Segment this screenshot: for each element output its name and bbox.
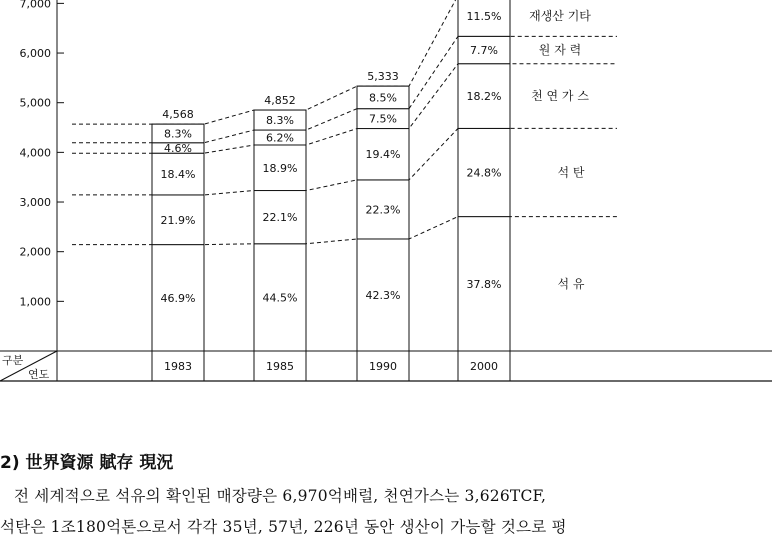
- segment-label: 7.5%: [369, 112, 397, 126]
- x-category-label: 2000: [470, 360, 498, 373]
- y-tick-label: 6,000: [19, 47, 51, 61]
- segment-label: 22.1%: [262, 211, 298, 225]
- body-text-line-1: 전 세계적으로 석유의 확인된 매장량은 6,970억배럴, 천연가스는 3,626TCF,: [14, 487, 547, 505]
- legend-series-label: 석 탄: [557, 165, 585, 180]
- y-tick-label: 4,000: [19, 146, 51, 160]
- table-header-bottom: 연도: [28, 368, 50, 381]
- segment-label: 24.8%: [466, 166, 502, 180]
- x-category-label: 1990: [369, 360, 397, 373]
- segment-label: 18.2%: [466, 90, 502, 104]
- segment-label: 22.3%: [365, 203, 401, 217]
- segment-label: 8.3%: [266, 114, 294, 128]
- segment-label: 4.6%: [164, 141, 192, 155]
- segment-label: 7.7%: [470, 44, 498, 58]
- y-tick-label: 2,000: [19, 245, 51, 259]
- section-heading: 2) 世界資源 賦存 現況: [0, 453, 174, 473]
- y-tick-label: 5,000: [19, 96, 51, 110]
- segment-label: 18.4%: [160, 168, 196, 182]
- legend-series-label: 재생산 기타: [529, 8, 591, 23]
- x-category-label: 1983: [164, 360, 192, 373]
- segment-label: 46.9%: [160, 291, 196, 305]
- total-label: 4,568: [162, 108, 194, 122]
- table-header-top: 구분: [2, 354, 24, 367]
- segment-label: 11.5%: [466, 9, 502, 23]
- total-label: 4,852: [264, 94, 296, 108]
- segment-label: 37.8%: [466, 277, 502, 291]
- segment-label: 19.4%: [365, 148, 401, 162]
- segment-label: 18.9%: [262, 161, 298, 175]
- legend-series-label: 석 유: [557, 276, 585, 291]
- body-text-line-2: 석탄은 1조180억톤으로서 각각 35년, 57년, 226년 동안 생산이 가능할 것으로 평: [0, 518, 567, 536]
- total-label: 5,333: [367, 70, 399, 84]
- legend-series-label: 천 연 가 스: [531, 89, 589, 104]
- segment-label: 6.2%: [266, 131, 294, 145]
- segment-label: 42.3%: [365, 288, 401, 302]
- y-tick-label: 1,000: [19, 295, 51, 309]
- segment-label: 21.9%: [160, 213, 196, 227]
- segment-label: 8.3%: [164, 127, 192, 141]
- y-tick-label: 3,000: [19, 196, 51, 210]
- x-category-label: 1985: [266, 360, 294, 373]
- y-tick-label: 7,000: [19, 0, 51, 11]
- segment-label: 8.5%: [369, 91, 397, 105]
- segment-label: 44.5%: [262, 291, 298, 305]
- legend-series-label: 원 자 력: [538, 43, 582, 58]
